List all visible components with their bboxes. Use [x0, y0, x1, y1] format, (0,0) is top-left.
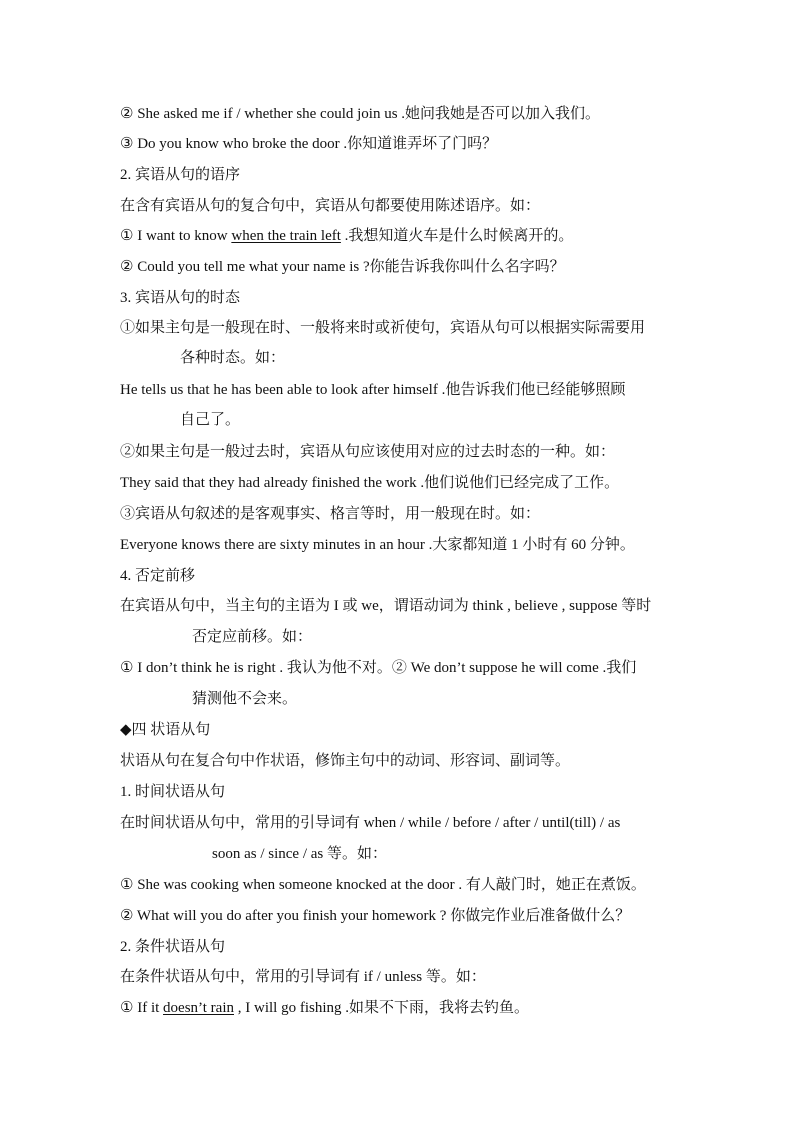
text-line: ② Could you tell me what your name is ?你能告诉我你叫什么名字吗？ — [120, 259, 565, 275]
text-line: 各种时态。如： — [180, 350, 286, 366]
text-line: 在时间状语从句中，常用的引导词有 when / while / before / after / until(till) / as — [120, 815, 621, 831]
text-line: soon as / since / as 等。如： — [212, 846, 387, 862]
text-line: ① I don’t think he is right . 我认为他不对。② We don’t suppose he will come .我们 — [120, 660, 637, 676]
text-line: 猜测他不会来。 — [192, 691, 298, 707]
section-heading: 1. 时间状语从句 — [120, 784, 226, 800]
text-line: ② She asked me if / whether she could join us .她问我她是否可以加入我们。 — [120, 106, 601, 122]
section-heading: 2. 宾语从句的语序 — [120, 167, 241, 183]
underlined-clause: when the train left — [231, 228, 341, 244]
text-line: ② What will you do after you finish your homework ? 你做完作业后准备做什么？ — [120, 908, 631, 924]
text-span: ① If it — [120, 1000, 164, 1016]
text-line: Everyone knows there are sixty minutes in an hour .大家都知道 1 小时有 60 分钟。 — [120, 537, 635, 553]
underlined-clause: doesn’t rain — [163, 1000, 234, 1016]
text-span: , I will go fishing .如果不下雨，我将去钓鱼。 — [234, 1000, 529, 1016]
text-line: 在含有宾语从句的复合句中，宾语从句都要使用陈述语序。如： — [120, 198, 541, 214]
text-line: 在条件状语从句中，常用的引导词有 if / unless 等。如： — [120, 969, 486, 985]
text-span: .我想知道火车是什么时候离开的。 — [340, 228, 574, 244]
text-line — [120, 998, 529, 1018]
text-line: ① She was cooking when someone knocked at the door . 有人敲门时，她正在煮饭。 — [120, 877, 646, 893]
text-line: 状语从句在复合句中作状语，修饰主句中的动词、形容词、副词等。 — [120, 753, 571, 769]
text-line: ③ Do you know who broke the door .你知道谁弄坏了门吗？ — [120, 136, 498, 152]
section-heading: ◆四 状语从句 — [120, 722, 211, 738]
section-heading: 4. 否定前移 — [120, 568, 196, 584]
text-line: ②如果主句是一般过去时，宾语从句应该使用对应的过去时态的一种。如： — [120, 444, 616, 460]
text-line: 否定应前移。如： — [192, 629, 313, 645]
text-line: ①如果主句是一般现在时、一般将来时或祈使句，宾语从句可以根据实际需要用 — [120, 320, 646, 336]
text-line — [120, 226, 573, 246]
text-line: 自己了。 — [180, 412, 241, 428]
text-span: ① I want to know — [120, 228, 232, 244]
text-line: 在宾语从句中，当主句的主语为 I 或 we，谓语动词为 think , believe , suppose 等时 — [120, 598, 652, 614]
section-heading: 2. 条件状语从句 — [120, 939, 226, 955]
text-line: They said that they had already finished the work .他们说他们已经完成了工作。 — [120, 475, 620, 491]
text-line: He tells us that he has been able to look after himself .他告诉我们他已经能够照顾 — [120, 382, 626, 398]
text-line: ③宾语从句叙述的是客观事实、格言等时，用一般现在时。如： — [120, 506, 541, 522]
section-heading: 3. 宾语从句的时态 — [120, 290, 241, 306]
